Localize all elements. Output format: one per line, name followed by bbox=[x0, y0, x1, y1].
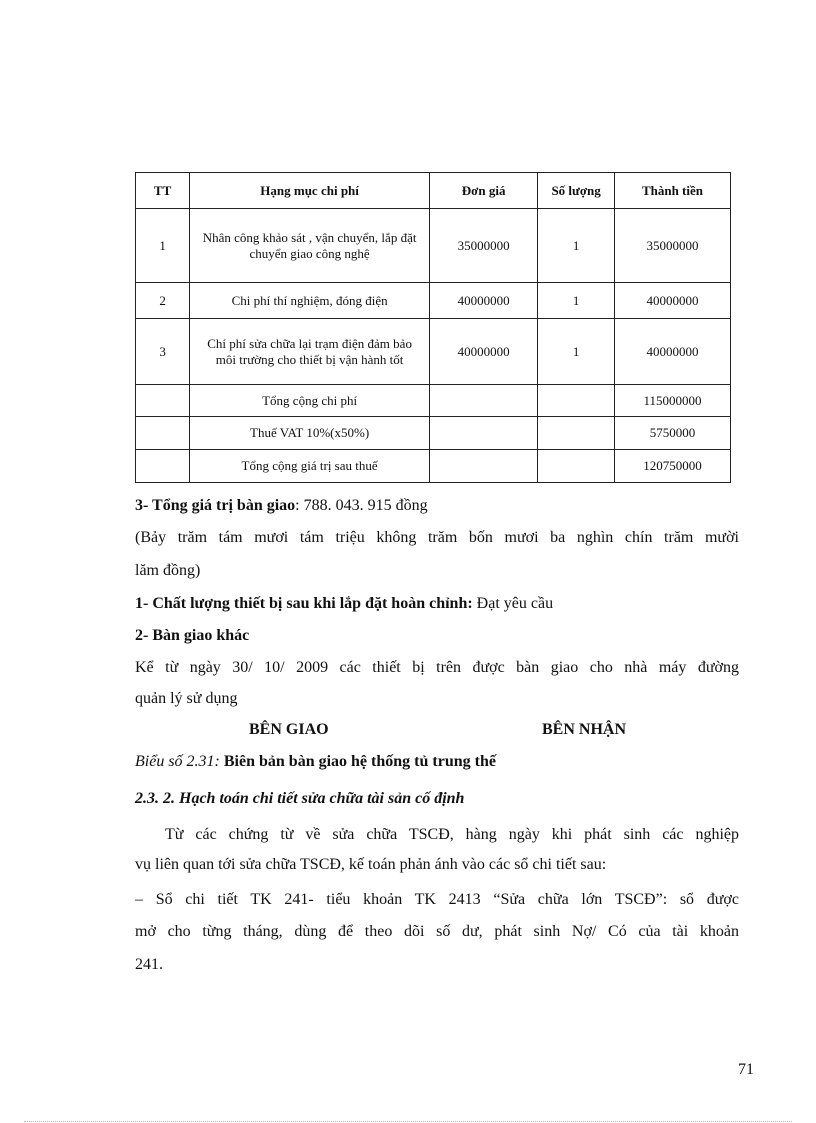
cell-item: Nhân công khảo sát , vận chuyển, lắp đặt chuyển giao công nghệ bbox=[190, 209, 430, 283]
cell-total: 115000000 bbox=[614, 385, 730, 417]
cell-total: 120750000 bbox=[614, 450, 730, 483]
table-row-grand-total bbox=[136, 450, 731, 483]
section-heading: 2.3. 2. Hạch toán chi tiết sửa chữa tài sản cố định bbox=[135, 790, 465, 807]
caption-prefix: Biểu số 2.31: bbox=[135, 753, 220, 770]
cell-item: Tổng cộng giá trị sau thuế bbox=[190, 450, 430, 483]
paragraph-line2: vụ liên quan tới sửa chữa TSCĐ, kế toán phản ánh vào các sổ chi tiết sau: bbox=[135, 856, 607, 873]
cell-qty: 1 bbox=[538, 319, 615, 385]
page-number: 71 bbox=[738, 1061, 754, 1078]
table-row bbox=[136, 319, 731, 385]
cell-tt: 2 bbox=[136, 283, 190, 319]
page-bottom-rule bbox=[24, 1121, 792, 1122]
handover-in-words-line2: lăm đồng) bbox=[135, 562, 201, 579]
quality-line bbox=[135, 594, 739, 614]
cell-tt: 3 bbox=[136, 319, 190, 385]
cell-total: 35000000 bbox=[614, 209, 730, 283]
cell-price: 40000000 bbox=[430, 283, 538, 319]
other-handover-line1: Kể từ ngày 30/ 10/ 2009 các thiết bị trên được bàn giao cho nhà máy đường bbox=[135, 659, 739, 676]
paragraph-line1: Từ các chứng từ về sửa chữa TSCĐ, hàng ngày khi phát sinh các nghiệp bbox=[165, 826, 739, 843]
cell-total: 40000000 bbox=[614, 283, 730, 319]
header-total: Thành tiền bbox=[614, 173, 730, 209]
header-item: Hạng mục chi phí bbox=[190, 173, 430, 209]
cell-price: 35000000 bbox=[430, 209, 538, 283]
header-qty: Số lượng bbox=[538, 173, 615, 209]
table-row bbox=[136, 209, 731, 283]
handover-total-label: 3- Tổng giá trị bàn giao bbox=[135, 497, 296, 514]
signature-giver: BÊN GIAO bbox=[249, 721, 329, 738]
cell-tt: 1 bbox=[136, 209, 190, 283]
cell-tt bbox=[136, 385, 190, 417]
bullet-line2: mở cho từng tháng, dùng để theo dõi số dư, phát sinh Nợ/ Có của tài khoản bbox=[135, 923, 739, 940]
cell-price bbox=[430, 417, 538, 450]
cell-tt bbox=[136, 417, 190, 450]
bullet-line1: – Sổ chi tiết TK 241- tiểu khoản TK 2413 “Sửa chữa lớn TSCĐ”: sổ được bbox=[135, 891, 739, 908]
other-handover-line2: quản lý sử dụng bbox=[135, 690, 238, 707]
cell-item: Chi phí thí nghiệm, đóng điện bbox=[190, 283, 430, 319]
cell-total: 5750000 bbox=[614, 417, 730, 450]
cell-item: Thuế VAT 10%(x50%) bbox=[190, 417, 430, 450]
handover-in-words-line1: (Bảy trăm tám mươi tám triệu không trăm bốn mươi ba nghìn chín trăm mười bbox=[135, 529, 739, 546]
bullet-line3: 241. bbox=[135, 956, 163, 973]
quality-value: Đạt yêu cầu bbox=[472, 595, 554, 612]
cell-item: Chí phí sửa chữa lại trạm điện đảm bảo môi trường cho thiết bị vận hành tốt bbox=[190, 319, 430, 385]
cell-qty: 1 bbox=[538, 209, 615, 283]
quality-label: 1- Chất lượng thiết bị sau khi lắp đặt hoàn chỉnh: bbox=[135, 595, 473, 612]
table-row bbox=[136, 283, 731, 319]
cost-table bbox=[135, 172, 731, 483]
table-row-subtotal bbox=[136, 385, 731, 417]
cell-total: 40000000 bbox=[614, 319, 730, 385]
cell-price bbox=[430, 385, 538, 417]
signature-receiver: BÊN NHẬN bbox=[542, 721, 627, 738]
handover-total-value: : 788. 043. 915 đồng bbox=[295, 497, 428, 514]
cell-qty bbox=[538, 450, 615, 483]
cell-qty bbox=[538, 417, 615, 450]
table-header-row bbox=[136, 173, 731, 209]
handover-total-line bbox=[135, 496, 739, 516]
cell-item: Tổng cộng chi phí bbox=[190, 385, 430, 417]
other-handover-heading: 2- Bàn giao khác bbox=[135, 627, 250, 644]
header-price: Đơn giá bbox=[430, 173, 538, 209]
table-row-vat bbox=[136, 417, 731, 450]
header-tt: TT bbox=[136, 173, 190, 209]
figure-caption bbox=[135, 752, 739, 772]
cell-qty bbox=[538, 385, 615, 417]
cell-qty: 1 bbox=[538, 283, 615, 319]
cell-price: 40000000 bbox=[430, 319, 538, 385]
cell-tt bbox=[136, 450, 190, 483]
cell-price bbox=[430, 450, 538, 483]
caption-text: Biên bản bàn giao hệ thống tủ trung thế bbox=[219, 753, 496, 770]
